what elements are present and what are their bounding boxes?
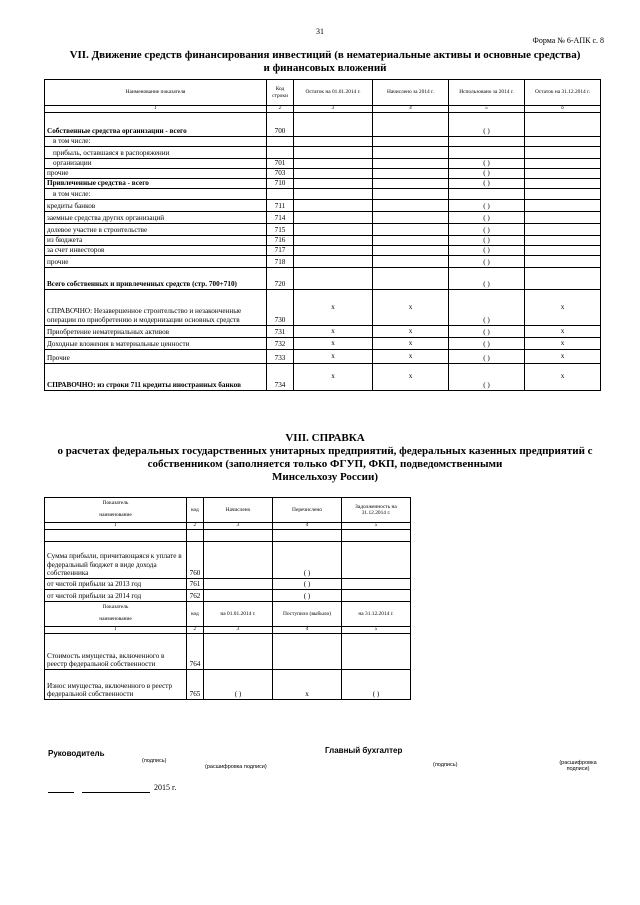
- row-label: заемные средства других организаций: [45, 211, 267, 223]
- table-row: [45, 113, 601, 137]
- accountant-decode-line1: (расшифровка: [559, 760, 597, 766]
- table-row: [45, 337, 601, 349]
- cell-c5: [449, 188, 525, 199]
- empty-cell: [204, 530, 273, 542]
- row-label: долевое участие в строительстве: [45, 223, 267, 235]
- cell-c6: x: [525, 289, 601, 325]
- cell-c4: [373, 137, 449, 147]
- section8-title-line1: VIII. СПРАВКА: [285, 432, 365, 444]
- column-header: на 31.12.2014 г.: [342, 602, 411, 627]
- cell-c4: [373, 168, 449, 178]
- table-row: [45, 223, 601, 235]
- cell-c5: ( ): [449, 199, 525, 211]
- cell-c6: [525, 245, 601, 255]
- row-label: за счет инвесторов: [45, 245, 267, 255]
- cell-c4: x: [373, 289, 449, 325]
- table-row: [45, 267, 601, 289]
- cell-c6: [525, 146, 601, 158]
- cell-c4: x: [373, 349, 449, 363]
- row-code: 764: [187, 634, 204, 670]
- row-label: от чистой прибыли за 2014 год: [45, 590, 187, 602]
- row-label: прочие: [45, 255, 267, 267]
- column-header: Показатель: [45, 602, 187, 613]
- cell-c3: [294, 146, 373, 158]
- cell-c3: [204, 590, 273, 602]
- column-number: 3: [204, 523, 273, 530]
- spacer-row: [45, 530, 411, 542]
- column-number: 4: [273, 523, 342, 530]
- accountant-label: Главный бухгалтер: [325, 746, 403, 755]
- cell-c4: [373, 267, 449, 289]
- column-header: Использовано за 2014 г.: [449, 80, 525, 106]
- column-number: 6: [525, 106, 601, 113]
- column-header: Код строки: [267, 80, 294, 106]
- row-code: 711: [267, 199, 294, 211]
- row-label: Прочие: [45, 349, 267, 363]
- cell-c5: ( ): [342, 670, 411, 700]
- owner-settlements-table: [44, 497, 411, 700]
- table-row: [45, 325, 601, 337]
- column-header: наименование: [45, 613, 187, 627]
- column-number-row: [45, 523, 411, 530]
- cell-c6: [525, 235, 601, 245]
- cell-c6: [525, 223, 601, 235]
- column-header: Перечислено: [273, 498, 342, 523]
- cell-c4: [273, 634, 342, 670]
- row-label: Доходные вложения в материальные ценности: [45, 337, 267, 349]
- row-label: из бюджета: [45, 235, 267, 245]
- cell-c3: [294, 211, 373, 223]
- column-number: 3: [294, 106, 373, 113]
- row-code: 730: [267, 289, 294, 325]
- cell-c3: x: [294, 337, 373, 349]
- column-header: Наименование показателя: [45, 80, 267, 106]
- row-code: 715: [267, 223, 294, 235]
- table-row: [45, 211, 601, 223]
- column-number: 5: [342, 627, 411, 634]
- cell-c4: [373, 255, 449, 267]
- section8-title-line4: Минсельхозу России): [271, 471, 378, 483]
- cell-c4: x: [373, 363, 449, 390]
- row-code: 717: [267, 245, 294, 255]
- cell-c5: ( ): [449, 168, 525, 178]
- table-row: [45, 579, 411, 590]
- table-row: [45, 178, 601, 188]
- column-header: Поступило (выбыло): [273, 602, 342, 627]
- column-number: 2: [187, 523, 204, 530]
- cell-c5: ( ): [449, 349, 525, 363]
- cell-c6: [525, 158, 601, 168]
- column-number-row: [45, 106, 601, 113]
- cell-c3: [294, 223, 373, 235]
- table-row: [45, 137, 601, 147]
- cell-c3: x: [294, 349, 373, 363]
- cell-c4: [373, 146, 449, 158]
- cell-c4: [373, 178, 449, 188]
- form-reference: Форма № 6-АПК с. 8: [532, 36, 604, 45]
- row-code: 714: [267, 211, 294, 223]
- cell-c5: ( ): [449, 113, 525, 137]
- cell-c6: [525, 188, 601, 199]
- cell-c4: [373, 199, 449, 211]
- cell-c3: ( ): [204, 670, 273, 700]
- date-month-line: [82, 792, 150, 793]
- empty-cell: [273, 530, 342, 542]
- column-number: 3: [204, 627, 273, 634]
- cell-c3: [294, 255, 373, 267]
- signature-date: 2015 г.: [154, 783, 177, 792]
- cell-c3: [294, 113, 373, 137]
- page-number: 31: [316, 27, 324, 36]
- cell-c3: [294, 188, 373, 199]
- cell-c6: [525, 178, 601, 188]
- cell-c6: [525, 267, 601, 289]
- table-row: [45, 245, 601, 255]
- cell-c3: [294, 267, 373, 289]
- table-row: [45, 634, 411, 670]
- cell-c5: [449, 137, 525, 147]
- cell-c4: x: [373, 337, 449, 349]
- cell-c5: [342, 542, 411, 579]
- column-header: Задолженность на 31.12.2014 г.: [342, 498, 411, 523]
- row-label: Приобретение нематериальных активов: [45, 325, 267, 337]
- column-number: 1: [45, 523, 187, 530]
- cell-c6: x: [525, 349, 601, 363]
- row-label: организации: [45, 158, 267, 168]
- cell-c5: ( ): [449, 289, 525, 325]
- column-number: 4: [273, 627, 342, 634]
- cell-c6: x: [525, 337, 601, 349]
- row-code: 762: [187, 590, 204, 602]
- cell-c6: [525, 255, 601, 267]
- cell-c4: [373, 113, 449, 137]
- cell-c4: [373, 188, 449, 199]
- table-row: [45, 542, 411, 579]
- row-code: 701: [267, 158, 294, 168]
- section7-title-line2: и финансовых вложений: [263, 62, 387, 74]
- column-number: 2: [187, 627, 204, 634]
- cell-c3: [294, 137, 373, 147]
- cell-c6: [525, 113, 601, 137]
- cell-c3: [204, 634, 273, 670]
- row-label: Привлеченные средства - всего: [45, 178, 267, 188]
- row-code: 734: [267, 363, 294, 390]
- row-label: Стоимость имущества, включенного в реестр федеральной собственности: [45, 634, 187, 670]
- table-row: [45, 349, 601, 363]
- row-code: 710: [267, 178, 294, 188]
- cell-c4: ( ): [273, 590, 342, 602]
- table-row: [45, 158, 601, 168]
- cell-c3: x: [294, 325, 373, 337]
- cell-c6: [525, 211, 601, 223]
- cell-c4: [373, 223, 449, 235]
- cell-c4: [373, 235, 449, 245]
- column-number: 5: [342, 523, 411, 530]
- column-header: код: [187, 498, 204, 523]
- cell-c5: [449, 146, 525, 158]
- cell-c5: ( ): [449, 267, 525, 289]
- table-row: [45, 255, 601, 267]
- cell-c3: [294, 168, 373, 178]
- cell-c6: [525, 168, 601, 178]
- column-header: Начислено за 2014 г.: [373, 80, 449, 106]
- cell-c3: x: [294, 289, 373, 325]
- row-code: 733: [267, 349, 294, 363]
- cell-c5: ( ): [449, 158, 525, 168]
- investment-funds-table: [44, 79, 601, 391]
- cell-c3: [294, 199, 373, 211]
- cell-c5: [342, 579, 411, 590]
- section8-title-line2: о расчетах федеральных государственных унитарных предприятий, федеральных казенных предприятий с: [57, 445, 593, 457]
- column-number: 1: [45, 627, 187, 634]
- cell-c3: [294, 235, 373, 245]
- cell-c4: x: [273, 670, 342, 700]
- cell-c4: ( ): [273, 542, 342, 579]
- row-label: в том числе:: [45, 137, 267, 147]
- column-number-row: [45, 627, 411, 634]
- column-number: 1: [45, 106, 267, 113]
- column-header: наименование: [45, 509, 187, 523]
- column-number: 4: [373, 106, 449, 113]
- cell-c3: x: [294, 363, 373, 390]
- cell-c5: [342, 590, 411, 602]
- table-row: [45, 168, 601, 178]
- empty-cell: [45, 530, 187, 542]
- empty-cell: [187, 530, 204, 542]
- row-label: Износ имущества, включенного в реестр федеральной собственности: [45, 670, 187, 700]
- row-label: Всего собственных и привлеченных средств (стр. 700+710): [45, 267, 267, 289]
- row-code: 703: [267, 168, 294, 178]
- cell-c6: x: [525, 363, 601, 390]
- row-label: Собственные средства организации - всего: [45, 113, 267, 137]
- row-code: [267, 146, 294, 158]
- section7-title: [40, 49, 610, 75]
- cell-c5: ( ): [449, 325, 525, 337]
- header-row: [45, 498, 411, 509]
- row-code: 765: [187, 670, 204, 700]
- table-row: [45, 363, 601, 390]
- row-code: 732: [267, 337, 294, 349]
- cell-c3: [294, 178, 373, 188]
- cell-c4: [373, 211, 449, 223]
- row-code: 718: [267, 255, 294, 267]
- accountant-sign-caption: (подпись): [433, 762, 458, 768]
- column-number: 5: [449, 106, 525, 113]
- row-code: 760: [187, 542, 204, 579]
- column-header: на 01.01.2014 г.: [204, 602, 273, 627]
- cell-c3: [204, 579, 273, 590]
- column-header: Показатель: [45, 498, 187, 509]
- row-label: СПРАВОЧНО: из строки 711 кредиты иностранных банков: [45, 363, 267, 390]
- table-row: [45, 188, 601, 199]
- empty-cell: [342, 530, 411, 542]
- row-code: 761: [187, 579, 204, 590]
- row-label: прочие: [45, 168, 267, 178]
- cell-c4: [373, 245, 449, 255]
- cell-c4: [373, 158, 449, 168]
- row-label: от чистой прибыли за 2013 год: [45, 579, 187, 590]
- row-label: СПРАВОЧНО: Незавершенное строительство и незаконченные операции по приобретению и модернизации основных средств: [45, 289, 267, 325]
- section7-title-line1: VII. Движение средств финансирования инвестиций (в нематериальные активы и основные средства): [69, 49, 581, 61]
- section8-title: [40, 432, 610, 484]
- cell-c3: [204, 542, 273, 579]
- row-code: 731: [267, 325, 294, 337]
- cell-c4: x: [373, 325, 449, 337]
- column-header: код: [187, 602, 204, 627]
- cell-c5: ( ): [449, 245, 525, 255]
- row-label: Сумма прибыли, причитающаяся к уплате в федеральный бюджет в виде дохода собственника: [45, 542, 187, 579]
- column-header: Начислено: [204, 498, 273, 523]
- row-code: [267, 188, 294, 199]
- row-label: в том числе:: [45, 188, 267, 199]
- row-label: прибыль, оставшаяся в распоряжении: [45, 146, 267, 158]
- section8-title-line3: собственником (заполняется только ФГУП, ФКП, подведомственными: [147, 458, 503, 470]
- cell-c5: ( ): [449, 255, 525, 267]
- cell-c5: ( ): [449, 223, 525, 235]
- header-row: [45, 602, 411, 613]
- cell-c5: ( ): [449, 178, 525, 188]
- cell-c5: ( ): [449, 363, 525, 390]
- table-row: [45, 146, 601, 158]
- header-row: [45, 80, 601, 106]
- column-number: 2: [267, 106, 294, 113]
- table-row: [45, 235, 601, 245]
- head-sign-caption: (подпись): [142, 758, 167, 764]
- cell-c5: ( ): [449, 235, 525, 245]
- cell-c5: ( ): [449, 337, 525, 349]
- table-row: [45, 289, 601, 325]
- row-code: 720: [267, 267, 294, 289]
- table-row: [45, 590, 411, 602]
- cell-c5: ( ): [449, 211, 525, 223]
- row-code: 700: [267, 113, 294, 137]
- accountant-decode-line2: подписи): [566, 766, 590, 772]
- cell-c6: [525, 137, 601, 147]
- cell-c3: [294, 245, 373, 255]
- column-header: Остаток на 01.01.2014 г.: [294, 80, 373, 106]
- row-label: кредиты банков: [45, 199, 267, 211]
- column-header: Остаток на 31.12.2014 г.: [525, 80, 601, 106]
- head-label: Руководитель: [48, 749, 105, 758]
- cell-c5: [342, 634, 411, 670]
- row-code: [267, 137, 294, 147]
- table-row: [45, 670, 411, 700]
- date-day-line: [48, 792, 74, 793]
- cell-c6: [525, 199, 601, 211]
- table-row: [45, 199, 601, 211]
- cell-c4: ( ): [273, 579, 342, 590]
- cell-c6: x: [525, 325, 601, 337]
- cell-c3: [294, 158, 373, 168]
- accountant-decode-caption: [553, 760, 603, 772]
- row-code: 716: [267, 235, 294, 245]
- head-decode-caption: (расшифровка подписи): [205, 764, 267, 770]
